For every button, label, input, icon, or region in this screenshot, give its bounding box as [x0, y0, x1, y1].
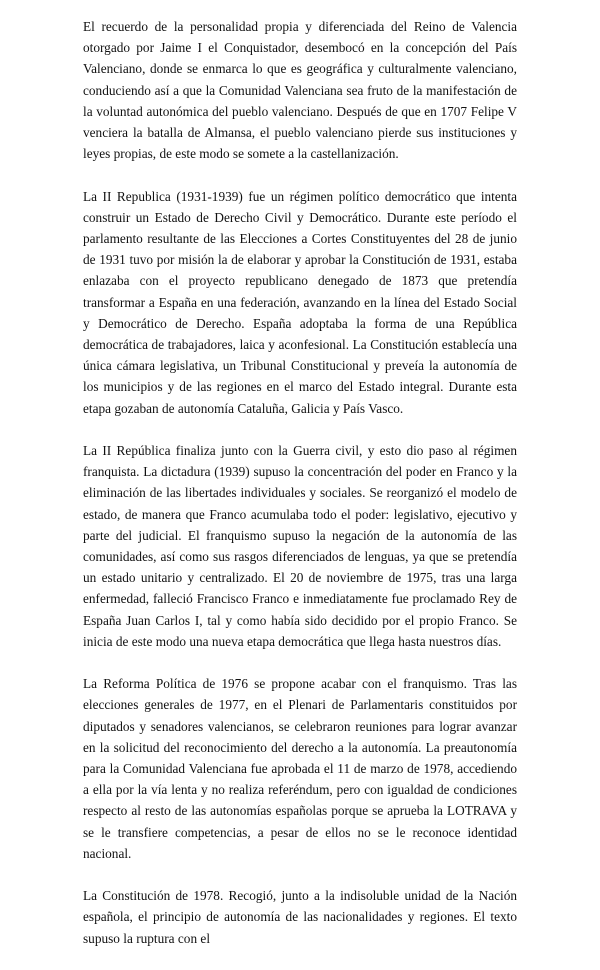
- paragraph-reino-valencia: El recuerdo de la personalidad propia y diferenciada del Reino de Valencia otorgado por Jaime I el Conquistador, desembocó en la concepción del País Valenciano, donde se enmarca lo que es geográfica y culturalmente valenciano, conduciendo así a que la Comunidad Valenciana sea fruto de la manifestación de la voluntad autonómica del pueblo valenciano. Después de que en 1707 Felipe V venciera la batalla de Almansa, el pueblo valenciano pierde sus instituciones y leyes propias, de este modo se somete a la castellanización.: [83, 19, 517, 162]
- paragraph-constitucion-1978: La Constitución de 1978. Recogió, junto a la indisoluble unidad de la Nación española, el principio de autonomía de las nacionalidades y regiones. El texto supuso la ruptura con el: [83, 888, 517, 946]
- paragraph-segunda-republica: La II Republica (1931-1939) fue un régimen político democrático que intenta construir un Estado de Derecho Civil y Democrático. Durante este período el parlamento resultante de las Elecciones a Cortes Constituyentes del 28 de junio de 1931 tuvo por misión la de elaborar y aprobar la Constitución de 1931, estaba enlazaba con el proyecto republicano denegado de 1873 que pretendía transformar a España en una federación, avanzando en la línea del Estado Social y Democrático de Derecho. España adoptaba la forma de una República democrática de trabajadores, laica y aconfesional. La Constitución establecía una única cámara legislativa, un Tribunal Constitucional y preveía la autonomía de los municipios y de las regiones en el marco del Estado integral. Durante esta etapa gozaban de autonomía Cataluña, Galicia y País Vasco.: [83, 188, 517, 416]
- paragraph-regimen-franquista: La II República finaliza junto con la Guerra civil, y esto dio paso al régimen franquista. La dictadura (1939) supuso la concentración del poder en Franco y la eliminación de las libertades individuales y sociales. Se reorganizó el modelo de estado, de manera que Franco acumulaba todo el poder: legislativo, ejecutivo y parte del judicial. El franquismo supuso la negación de la autonomía de las comunidades, así como sus rasgos diferenciados de lenguas, ya que se pretendía un estado unitario y centralizado. El 20 de noviembre de 1975, tras una larga enfermedad, falleció Francisco Franco e inmediatamente fue proclamado Rey de España Juan Carlos I, tal y como había sido decidido por el propio Franco. Se inicia de este modo una nueva etapa democrática que llega hasta nuestros días.: [83, 443, 517, 649]
- document-body: [83, 16, 517, 970]
- paragraph-reforma-politica: La Reforma Política de 1976 se propone acabar con el franquismo. Tras las elecciones generales de 1977, en el Plenari de Parlamentaris constituidos por diputados y senadores valencianos, se celebraron reuniones para lograr avanzar en la solicitud del reconocimiento del derecho a la autonomía. La preautonomía para la Comunidad Valenciana fue aprobada el 11 de marzo de 1978, accediendo a ella por la vía lenta y no realiza referéndum, pero con igualdad de condiciones respecto al resto de las autonomías españolas porque se aprueba la LOTRAVA y se le transfiere competencias, a pesar de ellos no se le reconoce identidad nacional.: [83, 676, 517, 861]
